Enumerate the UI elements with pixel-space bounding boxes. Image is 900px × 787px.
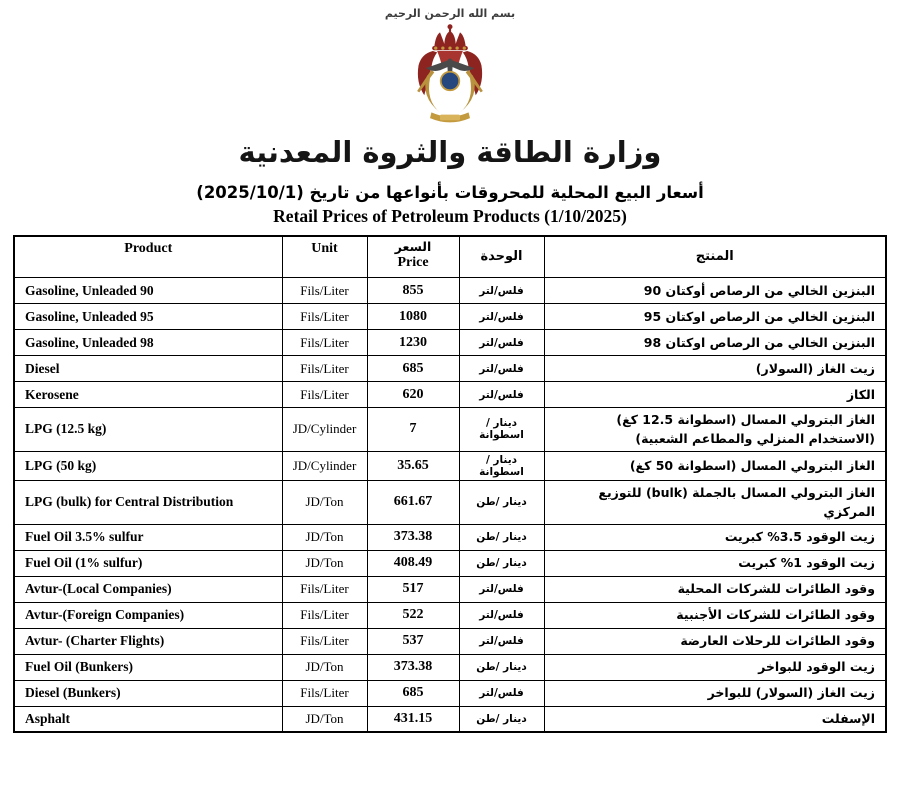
unit-en-cell: JD/Ton xyxy=(282,654,367,680)
price-cell: 661.67 xyxy=(367,480,459,524)
price-table-head xyxy=(14,236,886,278)
price-cell: 620 xyxy=(367,382,459,408)
price-cell: 517 xyxy=(367,576,459,602)
unit-ar-cell: فلس/لتر xyxy=(459,330,544,356)
unit-ar-cell: دينار /اسطوانة xyxy=(459,408,544,452)
col-header-price-english: Price xyxy=(397,254,429,270)
document-title-arabic: أسعار البيع المحلية للمحروقات بأنواعها من تاريخ (2025/10/1) xyxy=(196,182,704,202)
jordan-coat-of-arms-icon xyxy=(400,22,500,130)
product-ar-cell: الغاز البترولي المسال بالجملة (bulk) للتوزيع المركزي xyxy=(544,480,886,524)
product-ar-cell: وقود الطائرات للرحلات العارضة xyxy=(544,628,886,654)
unit-en-cell: Fils/Liter xyxy=(282,602,367,628)
product-en-cell: Fuel Oil 3.5% sulfur xyxy=(14,524,282,550)
price-cell: 1230 xyxy=(367,330,459,356)
product-en-cell: Kerosene xyxy=(14,382,282,408)
unit-ar-cell: فلس/لتر xyxy=(459,382,544,408)
product-ar-cell: البنزين الخالي من الرصاص اوكتان 95 xyxy=(544,304,886,330)
table-row xyxy=(14,576,886,602)
price-cell: 522 xyxy=(367,602,459,628)
product-ar-cell: وقود الطائرات للشركات الأجنبية xyxy=(544,602,886,628)
unit-en-cell: Fils/Liter xyxy=(282,278,367,304)
unit-ar-cell: فلس/لتر xyxy=(459,356,544,382)
product-ar-cell: زيت الوقود 1% كبريت xyxy=(544,550,886,576)
unit-en-cell: Fils/Liter xyxy=(282,576,367,602)
unit-en-cell: Fils/Liter xyxy=(282,628,367,654)
table-row xyxy=(14,706,886,732)
product-en-cell: Gasoline, Unleaded 90 xyxy=(14,278,282,304)
price-cell: 431.15 xyxy=(367,706,459,732)
product-en-cell: Avtur-(Foreign Companies) xyxy=(14,602,282,628)
product-ar-cell: الغاز البترولي المسال (اسطوانة 12.5 كغ) (الاستخدام المنزلي والمطاعم الشعبية) xyxy=(544,408,886,452)
product-en-cell: Diesel xyxy=(14,356,282,382)
price-cell: 855 xyxy=(367,278,459,304)
unit-ar-cell: دينار /طن xyxy=(459,706,544,732)
unit-ar-cell: دينار /طن xyxy=(459,654,544,680)
unit-en-cell: JD/Ton xyxy=(282,480,367,524)
product-ar-cell: زيت الوقود 3.5% كبريت xyxy=(544,524,886,550)
unit-ar-cell: فلس/لتر xyxy=(459,278,544,304)
unit-ar-cell: فلس/لتر xyxy=(459,576,544,602)
product-en-cell: Fuel Oil (Bunkers) xyxy=(14,654,282,680)
col-header-product-ar: المنتج xyxy=(544,236,886,278)
col-header-price xyxy=(367,236,459,278)
product-ar-cell: زيت الوقود للبواخر xyxy=(544,654,886,680)
table-header-row xyxy=(14,236,886,278)
unit-ar-cell: فلس/لتر xyxy=(459,628,544,654)
table-row xyxy=(14,602,886,628)
price-cell: 35.65 xyxy=(367,451,459,480)
col-header-product-en: Product xyxy=(14,236,282,278)
product-en-cell: Gasoline, Unleaded 95 xyxy=(14,304,282,330)
price-cell: 537 xyxy=(367,628,459,654)
product-en-cell: Avtur-(Local Companies) xyxy=(14,576,282,602)
product-en-cell: Asphalt xyxy=(14,706,282,732)
document-title-english: Retail Prices of Petroleum Products (1/10/2025) xyxy=(273,205,627,226)
product-ar-cell: زيت الغاز (السولار) للبواخر xyxy=(544,680,886,706)
unit-ar-cell: فلس/لتر xyxy=(459,602,544,628)
unit-ar-cell: فلس/لتر xyxy=(459,680,544,706)
unit-ar-cell: دينار /طن xyxy=(459,550,544,576)
table-row xyxy=(14,550,886,576)
unit-en-cell: JD/Cylinder xyxy=(282,451,367,480)
table-row xyxy=(14,330,886,356)
document-header xyxy=(0,8,900,169)
unit-ar-cell: دينار /اسطوانة xyxy=(459,451,544,480)
price-cell: 373.38 xyxy=(367,654,459,680)
table-row xyxy=(14,278,886,304)
price-cell: 373.38 xyxy=(367,524,459,550)
unit-ar-cell: دينار /طن xyxy=(459,524,544,550)
price-cell: 685 xyxy=(367,356,459,382)
unit-en-cell: Fils/Liter xyxy=(282,330,367,356)
product-en-cell: LPG (12.5 kg) xyxy=(14,408,282,452)
table-row xyxy=(14,628,886,654)
table-row xyxy=(14,654,886,680)
product-en-cell: Avtur- (Charter Flights) xyxy=(14,628,282,654)
unit-en-cell: Fils/Liter xyxy=(282,382,367,408)
product-ar-cell: البنزين الخالي من الرصاص أوكتان 90 xyxy=(544,278,886,304)
col-header-unit-ar: الوحدة xyxy=(459,236,544,278)
product-en-cell: Diesel (Bunkers) xyxy=(14,680,282,706)
product-ar-cell: الغاز البترولي المسال (اسطوانة 50 كغ) xyxy=(544,451,886,480)
product-ar-cell: وقود الطائرات للشركات المحلية xyxy=(544,576,886,602)
bismillah-calligraphy: بسم الله الرحمن الرحيم xyxy=(384,7,516,20)
product-ar-cell: زيت الغاز (السولار) xyxy=(544,356,886,382)
table-row xyxy=(14,408,886,452)
ministry-name-calligraphy: وزارة الطاقة والثروة المعدنية xyxy=(238,134,662,169)
table-row xyxy=(14,304,886,330)
unit-ar-cell: فلس/لتر xyxy=(459,304,544,330)
unit-en-cell: Fils/Liter xyxy=(282,680,367,706)
price-cell: 408.49 xyxy=(367,550,459,576)
petroleum-price-table xyxy=(13,235,887,734)
table-row xyxy=(14,680,886,706)
col-header-unit-en: Unit xyxy=(282,236,367,278)
table-row xyxy=(14,524,886,550)
product-ar-cell: البنزين الخالي من الرصاص اوكتان 98 xyxy=(544,330,886,356)
table-row xyxy=(14,451,886,480)
unit-en-cell: Fils/Liter xyxy=(282,304,367,330)
product-en-cell: Gasoline, Unleaded 98 xyxy=(14,330,282,356)
price-cell: 1080 xyxy=(367,304,459,330)
price-cell: 7 xyxy=(367,408,459,452)
unit-en-cell: Fils/Liter xyxy=(282,356,367,382)
unit-ar-cell: دينار /طن xyxy=(459,480,544,524)
table-row xyxy=(14,356,886,382)
product-ar-cell: الكاز xyxy=(544,382,886,408)
product-en-cell: LPG (50 kg) xyxy=(14,451,282,480)
unit-en-cell: JD/Cylinder xyxy=(282,408,367,452)
table-row xyxy=(14,382,886,408)
unit-en-cell: JD/Ton xyxy=(282,706,367,732)
product-ar-cell: الإسفلت xyxy=(544,706,886,732)
product-en-cell: Fuel Oil (1% sulfur) xyxy=(14,550,282,576)
unit-en-cell: JD/Ton xyxy=(282,524,367,550)
unit-en-cell: JD/Ton xyxy=(282,550,367,576)
product-en-cell: LPG (bulk) for Central Distribution xyxy=(14,480,282,524)
price-cell: 685 xyxy=(367,680,459,706)
col-header-price-arabic: السعر xyxy=(394,238,432,254)
price-table-body xyxy=(14,278,886,733)
table-row xyxy=(14,480,886,524)
